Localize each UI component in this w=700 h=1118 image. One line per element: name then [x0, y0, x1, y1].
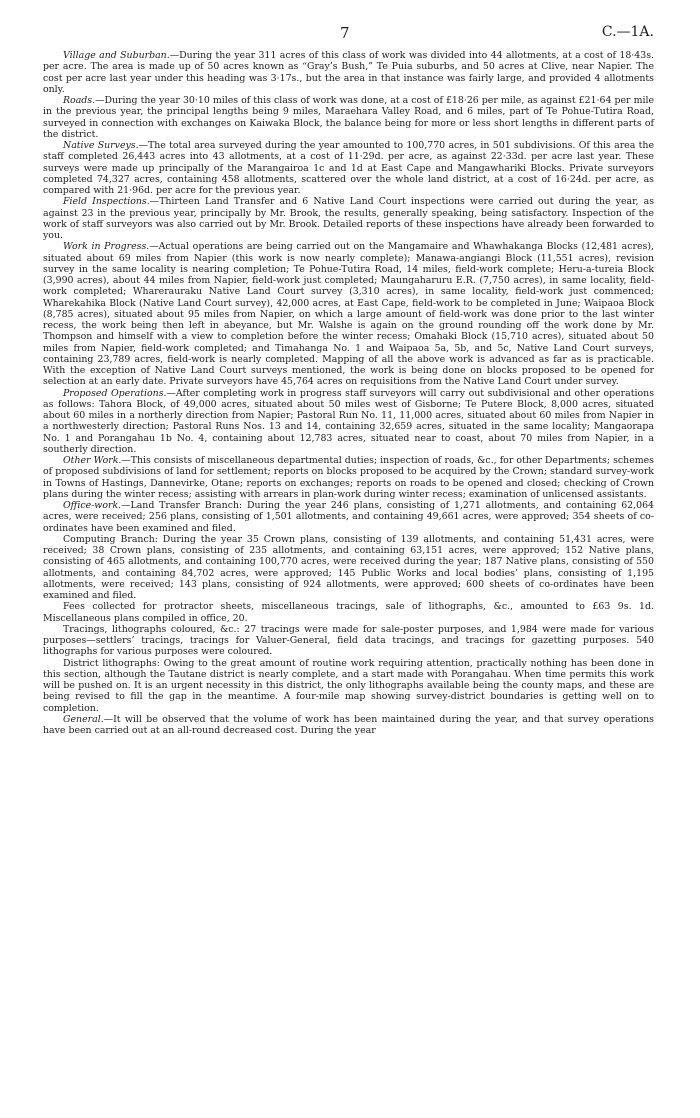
paragraph-computing-branch: [43, 534, 654, 602]
paragraph-district-lithographs: [43, 658, 654, 714]
paragraph-text: —The total area surveyed during the year amounted to 100,770 acres, in 501 subdivisions. Of this area the staff completed 26,443 acres into 43 allotments, at a cost of 11·29d. per acre, as against 22·33d. per acre last year. These surveys were made up principally of the Marangairoa 1c and 1d at East Cape and Mangawhariki Blocks. Private surveyors completed 74,327 acres, containing 458 allotments, scattered over the whole land district, at a cost of 16·24d. per acre, as compared with 21·96d. per acre for the previous year.: [43, 140, 654, 196]
paragraph-text: —Thirteen Land Transfer and 6 Native Land Court inspections were carried out during the year, as against 23 in the previous year, principally by Mr. Brook, the results, generally speaking, being satisfactory. Inspection of the work of staff surveyors was also carried out by Mr. Brook. Detailed reports of these inspections have already been forwarded to you.: [43, 196, 654, 241]
paragraph-text: Tracings, lithographs coloured, &c.: 27 tracings were made for sale-poster purposes, and 1,984 were made for various purposes—settlers’ tracings, tracings for Valuer-General, field data tracings, and tracings for gazetting purposes. 540 lithographs for various purposes were coloured.: [43, 623, 654, 658]
paragraph-native-surveys: [43, 140, 654, 196]
section-heading: Proposed Operations.: [63, 387, 167, 399]
paragraph-text: —During the year 311 acres of this class of work was divided into 44 allotments, at a cost of 18·43s. per acre. The area is made up of 50 acres known as “Gray’s Bush,” Te Puia suburbs, and 50 acres at Clive, near Napier. The cost per acre last year under this heading was 3·17s., but the area in that instance was fairly large, and provided 4 allotments only.: [43, 50, 654, 95]
paragraph-text: —This consists of miscellaneous departmental duties; inspection of roads, &c., for other Departments; schemes of proposed subdivisions of land for settlement; reports on blocks proposed to be acquired by the Crown; standard survey-work in Towns of Hastings, Dannevirke, Otane; reports on exchanges; reports on roads to be opened and closed; checking of Crown plans during the winter recess; assisting with arrears in plan-work during winter recess; examination of unlicensed assistants.: [43, 455, 654, 500]
paragraph-text: —After completing work in progress staff surveyors will carry out subdivisional and other operations as follows: Tahora Block, of 49,000 acres, situated about 50 miles west of Gisborne; Te Putere Block, 8,000 acres, situated about 60 miles in a northerly direction from Napier; Pastoral Run No. 11, 11,000 acres, situated about 60 miles from Napier in a northwesterly direction; Pastoral Runs Nos. 13 and 14, containing 32,659 acres, situated in the same locality; Mangaorapa No. 1 and Porangahau 1b No. 4, containing about 12,783 acres, situated near to coast, about 70 miles from Napier, in a southerly direction.: [43, 387, 654, 455]
section-heading: Village and Suburban.: [63, 50, 170, 61]
paragraph-text: —During the year 30·10 miles of this class of work was done, at a cost of £18·26 per mile, as against £21·64 per mile in the previous year, the principal lengths being 9 miles, Maraehara Valley Road, and 6 miles, part of Te Pohue-Tutira Road, surveyed in connection with exchanges on Kaiwaka Block, the balance being for more or less short lengths in different parts of the district.: [43, 95, 654, 140]
section-heading: General.: [63, 713, 104, 725]
paragraph-proposed-operations: [43, 388, 654, 456]
section-heading: Other Work.: [63, 455, 122, 466]
paragraph-office-work: [43, 500, 654, 534]
page-header: [43, 24, 654, 50]
paragraph-text: —It will be observed that the volume of work has been maintained during the year, and that survey operations have been carried out at an all-round decreased cost. During the year: [43, 713, 654, 736]
paragraph-text: —Actual operations are being carried out on the Mangamaire and Whawhakanga Blocks (12,481 acres), situated about 69 miles from Napier (this work is now nearly complete); Manawa-angiangi Block (11,551 acres), revision survey in the same locality is nearing completion; Te Pohue-Tutira Road, 14 miles, field-work complete; Heru-a-tureia Block (3,990 acres), about 44 miles from Napier, field-work just completed; Maungaharuru E.R. (7,750 acres), in same locality, field-work completed; Wharerauraku Native Land Court survey (3,310 acres), in same locality, field-work just commenced; Wharekahika Block (Native Land Court survey), 42,000 acres, at East Cape, field-work to be completed in June; Waipaoa Block (8,785 acres), situated about 95 miles from Napier, on which a large amount of field-work was done prior to the last winter recess, the work being then left in abeyance, but Mr. Walshe is again on the ground rounding off the work done by Mr. Thompson and himself with a view to completion before the winter recess; Omahaki Block (15,710 acres), situated about 50 miles from Napier, field-work completed; and Timahanga No. 1 and Waipaoa 5a, 5b, and 5c, Native Land Court surveys, containing 23,789 acres, field-work is nearly completed. Mapping of all the above work is advanced as far as is practicable. With the exception of Native Land Court surveys mentioned, the work is being done on blocks proposed to be opened for selection at an early date. Private surveyors have 45,764 acres on requisitions from the Native Land Court under survey.: [43, 241, 654, 388]
paragraph-field-inspections: [43, 196, 654, 241]
paragraph-tracings: [43, 624, 654, 658]
section-heading: Field Inspections.: [63, 196, 150, 208]
paragraph-work-in-progress: [43, 241, 654, 387]
paragraph-fees: [43, 601, 654, 624]
paragraph-text: District lithographs: Owing to the great amount of routine work requiring attention, practically nothing has been done in this section, although the Tautane district is nearly complete, and a start made with Porangahau. When time permits this work will be pushed on. It is an urgent necessity in this district, the only lithographs available being the county maps, and these are being revised to fill the gap in the meantime. A four-mile map showing survey-district boundaries is getting well on to completion.: [43, 657, 654, 714]
paragraph-village-suburban: [43, 50, 654, 95]
paragraph-text: Fees collected for protractor sheets, miscellaneous tracings, sale of lithographs, &c., amounted to £63 9s. 1d. Miscellaneous plans compiled in office, 20.: [43, 601, 654, 624]
report-body: [43, 50, 654, 736]
paragraph-roads: [43, 95, 654, 140]
paragraph-text: —Land Transfer Branch: During the year 246 plans, consisting of 1,271 allotments, and containing 62,064 acres, were received; 256 plans, consisting of 1,501 allotments, and containing 49,661 acres, were approved; 354 sheets of co-ordinates have been examined and filed.: [43, 500, 654, 534]
document-reference: C.—1A.: [601, 24, 654, 40]
paragraph-other-work: [43, 455, 654, 500]
section-heading: Native Surveys.: [63, 140, 139, 151]
section-heading: Roads.: [63, 95, 96, 106]
section-heading: Office-work.: [63, 500, 122, 511]
section-heading: Work in Progress.: [63, 241, 150, 253]
page-number: 7: [340, 24, 350, 42]
paragraph-text: Computing Branch: During the year 35 Crown plans, consisting of 139 allotments, and containing 51,431 acres, were received; 38 Crown plans, consisting of 235 allotments, and containing 63,151 acres, were approved; 152 Native plans, consisting of 465 allotments, and containing 100,770 acres, were received during the year; 187 Native plans, consisting of 550 allotments, and containing 84,702 acres, were approved; 145 Public Works and local bodies’ plans, consisting of 1,195 allotments, were received; 143 plans, consisting of 924 allotments, were approved; 600 sheets of co-ordinates have been examined and filed.: [43, 533, 654, 601]
paragraph-general: [43, 714, 654, 737]
